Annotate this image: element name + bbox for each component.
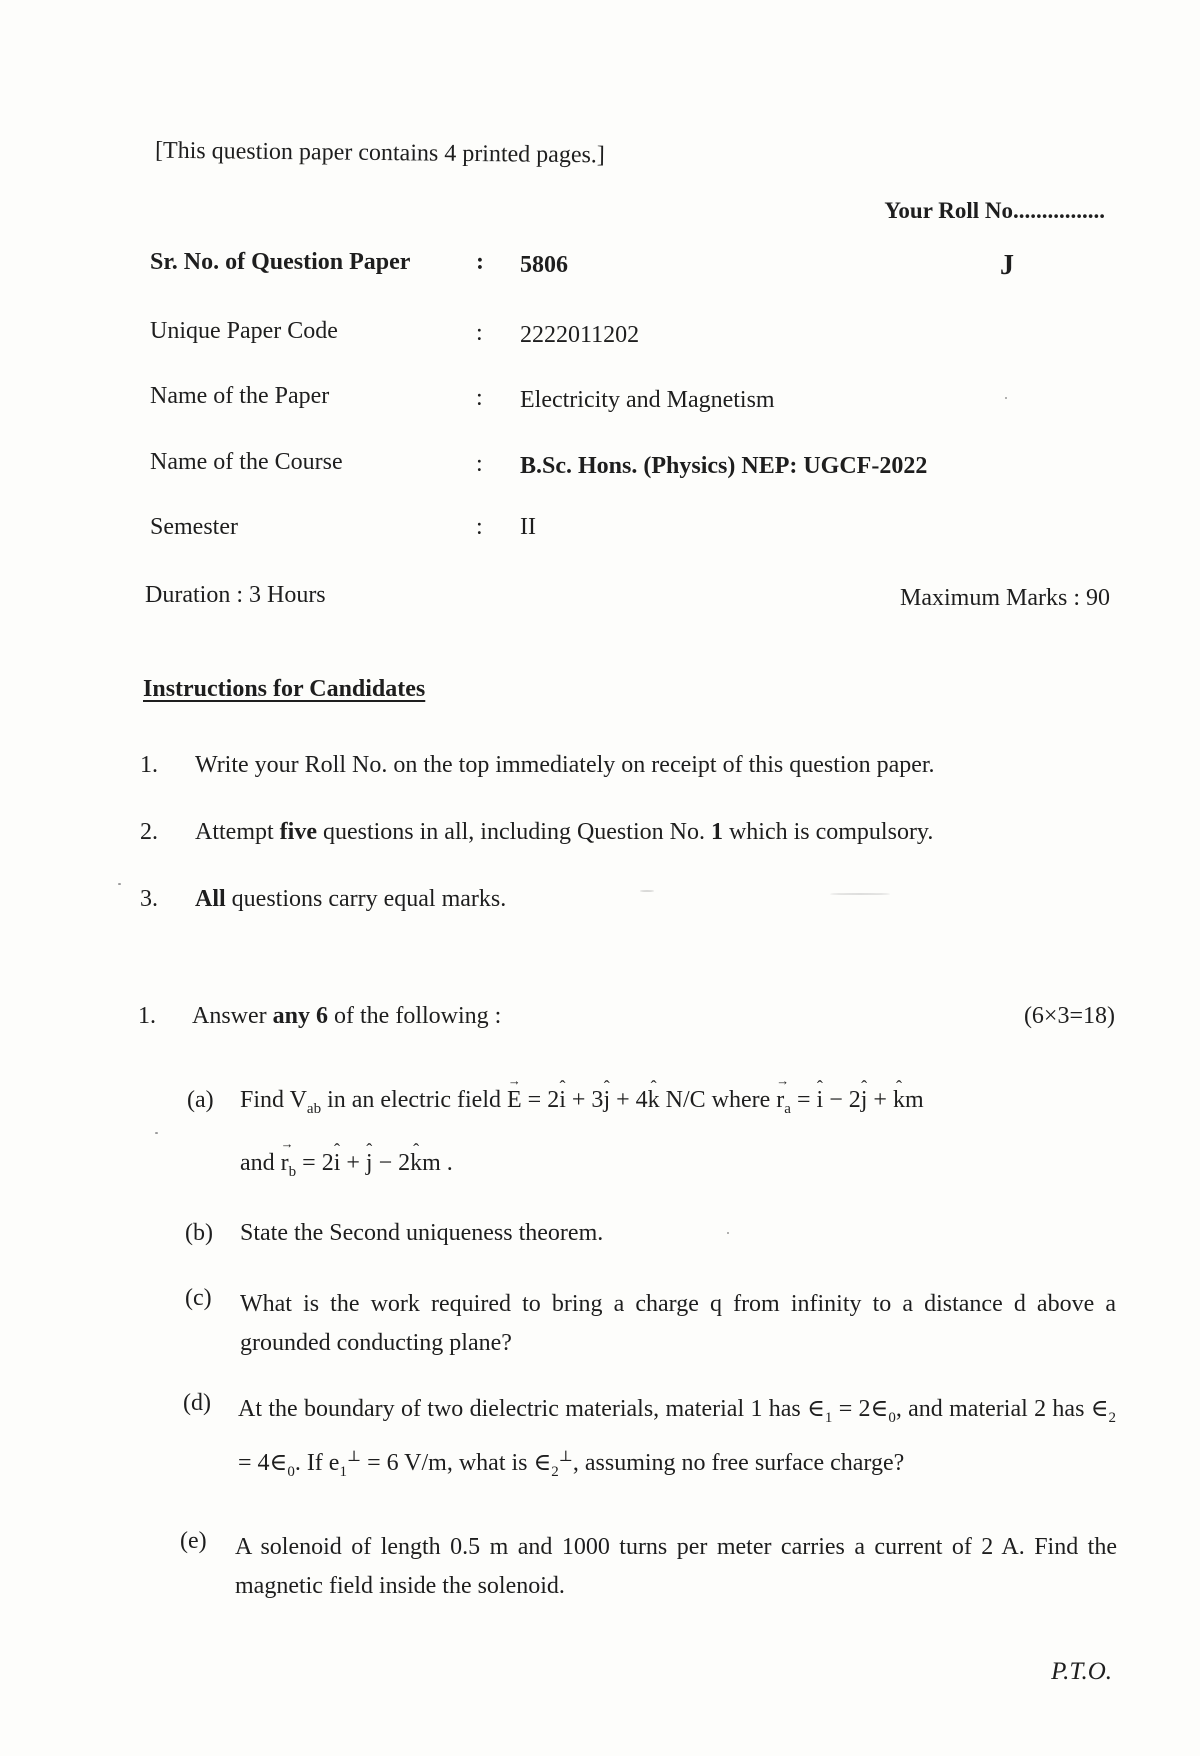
scan-speck [155,1132,158,1134]
instruction-2-text: Attempt five questions in all, including Question No. 1 which is compulsory. [195,819,934,845]
part-d-label: (d) [183,1390,211,1416]
instruction-number: 2. [140,819,158,845]
scan-speck [830,893,890,895]
question-1-marks: (6×3=18) [1023,1003,1115,1029]
part-a-label: (a) [187,1087,214,1113]
meta-value-paper-name: Electricity and Magnetism [520,387,775,413]
meta-value-paper-code: 2222011202 [520,322,640,348]
roll-number-field: Your Roll No................ [884,198,1105,223]
part-e-text: A solenoid of length 0.5 m and 1000 turns per meter carries a current of 2 A. Find the magnetic field inside the solenoid. [235,1534,1117,1599]
meta-label-paper-code: Unique Paper Code [150,318,338,344]
instruction-number: 3. [140,886,158,912]
meta-value-semester: II [520,514,536,540]
instruction-1-text: Write your Roll No. on the top immediately on receipt of this question paper. [195,752,935,778]
set-code: J [1000,250,1014,281]
meta-colon: : [476,385,483,411]
meta-label-sr-no: Sr. No. of Question Paper [150,249,411,275]
part-a-line-2: and → $r_b$ = 2ˆ i + ˆ j − 2ˆ km . [240,1150,453,1181]
meta-colon: : [476,249,484,275]
scan-speck [118,883,121,885]
page-turn-note: P.T.O. [1051,1658,1112,1685]
meta-colon: : [476,320,483,346]
part-d-text: At the boundary of two dielectric materials, material 1 has $\in_1$ = $2\in_0$, and material 2 has $\in_2$ = $4\in_0$. If $e_1^\perp = 6$ V/m, what is $\in_2^\perp$, assuming no free surface charge? [238,1396,1116,1480]
part-c-text: What is the work required to bring a charge q from infinity to a distance d above a grounded conducting plane? [240,1291,1116,1356]
meta-label-paper-name: Name of the Paper [150,383,330,409]
meta-colon: : [476,514,483,540]
pages-note: [This question paper contains 4 printed pages.] [154,137,606,169]
instruction-number: 1. [140,752,158,778]
meta-label-semester: Semester [150,514,238,540]
maximum-marks: Maximum Marks : 90 [900,585,1110,611]
instructions-heading: Instructions for Candidates [143,676,426,702]
part-b-text: State the Second uniqueness theorem. [240,1220,604,1246]
scan-speck [727,1232,729,1234]
scan-speck [640,890,654,892]
meta-label-course: Name of the Course [150,449,343,475]
part-a-line-1: Find $V_{ab}$ in an electric field → E = 2ˆ i + 3ˆ j + 4ˆ k N/C where → $r_a$ = ˆ i − 2ˆ j + ˆ km [240,1087,924,1118]
question-number: 1. [138,1003,156,1029]
scan-speck [1005,397,1007,399]
part-e-label: (e) [180,1528,207,1554]
meta-value-course: B.Sc. Hons. (Physics) NEP: UGCF-2022 [520,453,928,479]
question-1-prompt: Answer any 6 of the following : [192,1003,502,1029]
part-c-label: (c) [185,1285,212,1311]
meta-value-sr-no: 5806 [520,252,568,278]
instruction-3-text: All questions carry equal marks. [195,886,507,912]
meta-colon: : [476,451,483,477]
duration: Duration : 3 Hours [145,582,326,608]
part-b-label: (b) [185,1220,213,1246]
